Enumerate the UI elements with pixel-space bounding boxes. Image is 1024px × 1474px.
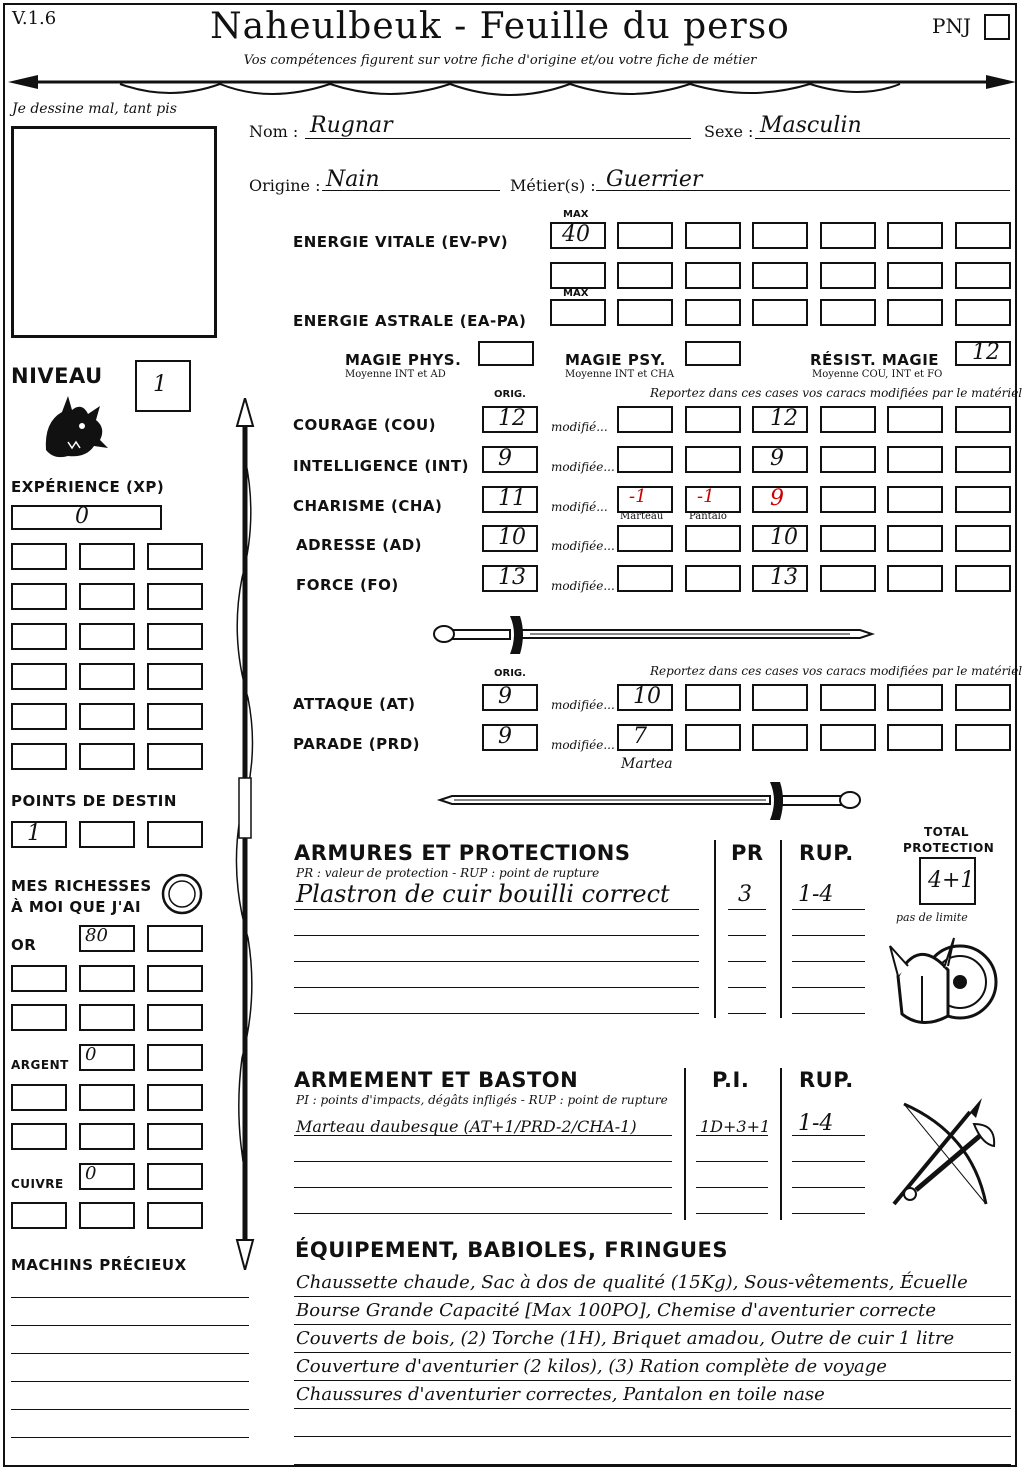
xp-grid-box[interactable] [79,543,135,570]
arme-rup-line [792,1187,865,1188]
cuivre-box[interactable] [11,1202,67,1229]
xp-grid-box[interactable] [11,743,67,770]
carac-box[interactable] [617,406,673,433]
armement-title: ARMEMENT ET BASTON [294,1068,579,1092]
niveau-box[interactable]: 1 [135,360,191,412]
xp-grid-box[interactable] [147,543,203,570]
or-box[interactable] [11,965,67,992]
orig-label: ORIG. [494,389,526,400]
ev-box[interactable] [887,262,943,289]
prd-label: PARADE (PRD) [293,735,421,753]
coin-icon [160,872,204,916]
carac-box[interactable] [820,486,876,513]
argent-box[interactable] [79,1123,135,1150]
cou-label: COURAGE (COU) [293,416,437,434]
carac-box[interactable] [887,525,943,552]
arme-item[interactable]: Marteau daubesque (AT+1/PRD-2/CHA-1) [296,1117,637,1136]
equipement-title: ÉQUIPEMENT, BABIOLES, FRINGUES [295,1238,728,1262]
xp-grid-box[interactable] [11,623,67,650]
xp-grid-box[interactable] [147,743,203,770]
armure-rup[interactable]: 1-4 [798,882,834,907]
page-title: Naheulbeuk - Feuille du perso [210,6,790,47]
armures-pr-header: PR [731,841,764,865]
armure-rup-line [792,909,865,910]
cuivre-box[interactable] [147,1163,203,1190]
at-label: ATTAQUE (AT) [293,695,416,713]
argent-box[interactable] [147,1084,203,1111]
page-subtitle: Vos compétences figurent sur votre fiche d'origine et/ou votre fiche de métier [243,53,757,68]
armure-pr-line [728,1013,766,1014]
int-mod-box[interactable]: 9 [752,446,808,473]
resist-magie-label: RÉSIST. MAGIE [810,351,940,369]
richesses-label-2: À MOI QUE J'AI [11,898,142,916]
machins-line [11,1381,249,1382]
at-box[interactable]: 9 [482,684,538,711]
ea-box[interactable] [752,299,808,326]
magie-psy-box[interactable] [685,341,741,366]
cuivre-label: CUIVRE [11,1177,64,1191]
prd-box[interactable]: 9 [482,724,538,751]
armure-line [294,961,699,962]
ea-max-label: MAX [563,288,589,299]
xp-label: EXPÉRIENCE (XP) [11,478,165,496]
nom-label: Nom : [249,122,299,141]
carac-box[interactable] [685,525,741,552]
cha-mod-box[interactable]: 9 [752,486,808,513]
carac-box[interactable] [617,446,673,473]
argent-box[interactable] [79,1084,135,1111]
origine-label: Origine : [249,176,321,195]
equipement-line [294,1324,1011,1325]
carac-box[interactable] [820,684,876,711]
total-label: TOTAL [924,825,970,839]
origine-line [322,190,500,191]
metier-value[interactable]: Guerrier [606,167,703,192]
armure-rup-line [792,987,865,988]
version-label: V.1.6 [12,8,57,29]
at-mod-label: modifiée... [551,698,615,712]
armement-divider [780,1068,782,1220]
ev-box[interactable] [955,262,1011,289]
resist-magie-note: Moyenne COU, INT et FO [812,369,943,380]
sexe-label: Sexe : [704,122,754,141]
xp-grid-box[interactable] [147,623,203,650]
ev-box[interactable] [685,222,741,249]
armure-pr-line [728,961,766,962]
argent-box[interactable] [11,1123,67,1150]
carac-box[interactable] [955,486,1011,513]
armure-line [294,935,699,936]
ea-box[interactable] [685,299,741,326]
cou-mod-box[interactable]: 12 [752,406,808,433]
ea-box[interactable] [887,299,943,326]
ev-label: ENERGIE VITALE (EV-PV) [293,233,509,251]
resist-magie-box[interactable]: 12 [955,341,1011,366]
cha-m1-box[interactable]: -1 [617,486,673,513]
arme-line [294,1213,672,1214]
cou-box[interactable]: 12 [482,406,538,433]
arme-rup-line [792,1161,865,1162]
armure-pr-line [728,909,766,910]
equipement-line [294,1436,1011,1437]
carac-box[interactable] [955,684,1011,711]
carac-box[interactable] [820,406,876,433]
cha-m2-note: Pantalo [689,511,727,522]
cuivre-box[interactable] [79,1202,135,1229]
armure-line [294,987,699,988]
report-note-2: Reportez dans ces cases vos caracs modifiées par le matériel [650,664,1023,678]
sexe-value[interactable]: Masculin [760,113,862,138]
armement-pi-header: P.I. [712,1068,750,1092]
carac-box[interactable] [685,724,741,751]
pnj-checkbox[interactable] [984,14,1010,40]
carac-box[interactable] [955,565,1011,592]
sword-icon-2 [430,776,875,826]
cha-label: CHARISME (CHA) [293,497,443,515]
prd-mod-box[interactable]: 7 [617,724,673,751]
carac-box[interactable] [887,446,943,473]
armures-divider [714,840,716,1018]
argent-label: ARGENT [11,1058,69,1072]
nom-value[interactable]: Rugnar [310,113,393,138]
armures-note: PR : valeur de protection - RUP : point de rupture [296,866,600,880]
orig-label-2: ORIG. [494,668,526,679]
carac-box[interactable] [617,565,673,592]
armures-rup-header: RUP. [799,841,854,865]
xp-grid-box[interactable] [147,703,203,730]
armement-note: PI : points d'impacts, dégâts infligés - RUP : point de rupture [296,1093,668,1107]
armures-divider [780,840,782,1018]
xp-grid-box[interactable] [79,623,135,650]
ev-max-label: MAX [563,209,589,220]
armure-pr-line [728,935,766,936]
carac-box[interactable] [685,406,741,433]
magie-psy-note: Moyenne INT et CHA [565,369,675,380]
carac-box[interactable] [617,525,673,552]
carac-box[interactable] [887,724,943,751]
arme-rup[interactable]: 1-4 [798,1111,834,1136]
ev-box[interactable] [752,262,808,289]
niveau-label: NIVEAU [11,364,103,388]
xp-grid-box[interactable] [11,583,67,610]
arme-rup-line [792,1135,865,1136]
armement-rup-header: RUP. [799,1068,854,1092]
equipement-line [294,1352,1011,1353]
or-label: OR [11,936,37,954]
report-note: Reportez dans ces cases vos caracs modifiées par le matériel [650,386,1023,400]
or-box[interactable] [79,1004,135,1031]
arme-line [294,1187,672,1188]
equipement-item[interactable]: Couverture d'aventurier (2 kilos), (3) Ration complète de voyage [296,1356,887,1377]
ev-max-box[interactable]: 40 [550,222,606,249]
vertical-spear-icon [228,398,262,1270]
carac-box[interactable] [955,406,1011,433]
armure-line [294,909,699,910]
arme-line [294,1135,672,1136]
carac-box[interactable] [685,565,741,592]
equipement-line [294,1380,1011,1381]
cha-box[interactable]: 11 [482,486,538,513]
fo-mod-label: modifiée... [551,579,615,593]
carac-box[interactable] [887,684,943,711]
armure-pr-line [728,987,766,988]
pnj-label: PNJ [932,14,971,38]
equipement-item[interactable]: Bourse Grande Capacité [Max 100PO], Chemise d'aventurier correcte [296,1300,937,1321]
arme-pi-line [696,1213,768,1214]
int-mod-label: modifiée... [551,460,615,474]
ev-box[interactable] [617,222,673,249]
ad-mod-label: modifiée... [551,539,615,553]
ev-box[interactable] [550,262,606,289]
carac-box[interactable] [955,724,1011,751]
carac-box[interactable] [887,406,943,433]
ev-box[interactable] [617,262,673,289]
xp-grid-box[interactable] [11,703,67,730]
total-protection-box[interactable]: 4+1 [919,857,976,905]
weapons-icon [886,1094,1001,1214]
ev-box[interactable] [685,262,741,289]
ea-box[interactable] [955,299,1011,326]
argent-box[interactable] [11,1084,67,1111]
ev-box[interactable] [955,222,1011,249]
ea-box[interactable] [820,299,876,326]
fo-mod-box[interactable]: 13 [752,565,808,592]
arme-line [294,1161,672,1162]
equipement-line [294,1464,1011,1465]
arme-pi[interactable]: 1D+3+1 [700,1117,771,1136]
destin-box[interactable] [147,821,203,848]
sword-icon [430,610,875,660]
arme-pi-line [696,1161,768,1162]
armure-rup-line [792,935,865,936]
ea-max-box[interactable] [550,299,606,326]
equipement-item[interactable]: Chaussures d'aventurier correctes, Pantalon en toile nase [296,1384,825,1405]
fo-label: FORCE (FO) [296,576,399,594]
cha-m1-note: Marteau [620,511,664,522]
cuivre-box[interactable]: 0 [79,1163,135,1190]
xp-grid-box[interactable] [147,583,203,610]
portrait-box[interactable] [11,126,217,338]
armure-item[interactable]: Plastron de cuir bouilli correct [296,880,670,908]
arme-pi-line [696,1135,768,1136]
xp-grid-box[interactable] [147,663,203,690]
argent-box[interactable] [147,1044,203,1071]
total-label-2: PROTECTION [903,841,995,855]
destin-label: POINTS DE DESTIN [11,792,177,810]
carac-box[interactable] [685,684,741,711]
equipement-line [294,1408,1011,1409]
or-box[interactable] [79,965,135,992]
xp-grid-box[interactable] [79,743,135,770]
or-box[interactable] [147,925,203,952]
carac-box[interactable] [820,724,876,751]
carac-box[interactable] [820,446,876,473]
armures-title: ARMURES ET PROTECTIONS [294,841,631,865]
carac-box[interactable] [820,525,876,552]
armure-line [294,1013,699,1014]
xp-grid-box[interactable] [11,663,67,690]
ev-box[interactable] [820,222,876,249]
armure-rup-line [792,961,865,962]
ea-label: ENERGIE ASTRALE (EA-PA) [293,312,527,330]
cha-m2-box[interactable]: -1 [685,486,741,513]
carac-box[interactable] [752,724,808,751]
carac-box[interactable] [887,565,943,592]
carac-box[interactable] [820,565,876,592]
xp-grid-box[interactable] [11,543,67,570]
int-box[interactable]: 9 [482,446,538,473]
ev-box[interactable] [820,262,876,289]
destin-box[interactable] [79,821,135,848]
ad-label: ADRESSE (AD) [296,536,423,554]
at-mod-box[interactable]: 10 [617,684,673,711]
limit-note: pas de limite [896,911,968,924]
cou-mod-label: modifié... [551,420,608,434]
arme-rup-line [792,1213,865,1214]
machins-label: MACHINS PRÉCIEUX [11,1256,187,1274]
equipement-item[interactable]: Chaussette chaude, Sac à dos de qualité (15Kg), Sous-vêtements, Écuelle [296,1272,968,1293]
magie-phys-note: Moyenne INT et AD [345,369,446,380]
carac-box[interactable] [685,446,741,473]
cha-mod-label: modifié... [551,500,608,514]
carac-box[interactable] [955,525,1011,552]
or-box[interactable]: 80 [79,925,135,952]
sexe-line [755,138,1010,139]
cuivre-box[interactable] [147,1202,203,1229]
metier-line [596,190,1010,191]
equipement-item[interactable]: Couverts de bois, (2) Torche (1H), Briquet amadou, Outre de cuir 1 litre [296,1328,955,1349]
argent-box[interactable] [147,1123,203,1150]
or-box[interactable] [11,1004,67,1031]
xp-grid-box[interactable] [79,583,135,610]
magie-phys-label: MAGIE PHYS. [345,351,462,369]
carac-box[interactable] [752,684,808,711]
fo-box[interactable]: 13 [482,565,538,592]
armement-divider [684,1068,686,1220]
machins-line [11,1325,249,1326]
prd-note: Martea [621,756,673,772]
armure-pr[interactable]: 3 [738,882,752,907]
helmet-shield-icon [888,926,998,1036]
or-box[interactable] [147,965,203,992]
magie-psy-label: MAGIE PSY. [565,351,666,369]
portrait-caption: Je dessine mal, tant pis [12,101,177,117]
machins-line [11,1409,249,1410]
metier-label: Métier(s) : [510,176,596,195]
origine-value[interactable]: Nain [326,167,380,192]
xp-grid-box[interactable] [79,703,135,730]
richesses-label: MES RICHESSES [11,877,152,895]
ev-box[interactable] [887,222,943,249]
destin-box[interactable]: 1 [11,821,67,848]
or-box[interactable] [147,1004,203,1031]
ad-mod-box[interactable]: 10 [752,525,808,552]
machins-line [11,1437,249,1438]
dragon-icon [38,392,110,462]
argent-box[interactable]: 0 [79,1044,135,1071]
prd-mod-label: modifiée... [551,738,615,752]
ea-box[interactable] [617,299,673,326]
xp-grid-box[interactable] [79,663,135,690]
equipement-line [294,1296,1011,1297]
armure-rup-line [792,1013,865,1014]
machins-line [11,1297,249,1298]
int-label: INTELLIGENCE (INT) [293,457,469,475]
xp-box[interactable]: 0 [11,505,162,530]
ev-box[interactable] [752,222,808,249]
magie-phys-box[interactable] [478,341,534,366]
arme-pi-line [696,1187,768,1188]
machins-line [11,1353,249,1354]
carac-box[interactable] [955,446,1011,473]
ad-box[interactable]: 10 [482,525,538,552]
carac-box[interactable] [887,486,943,513]
nom-line [305,138,691,139]
